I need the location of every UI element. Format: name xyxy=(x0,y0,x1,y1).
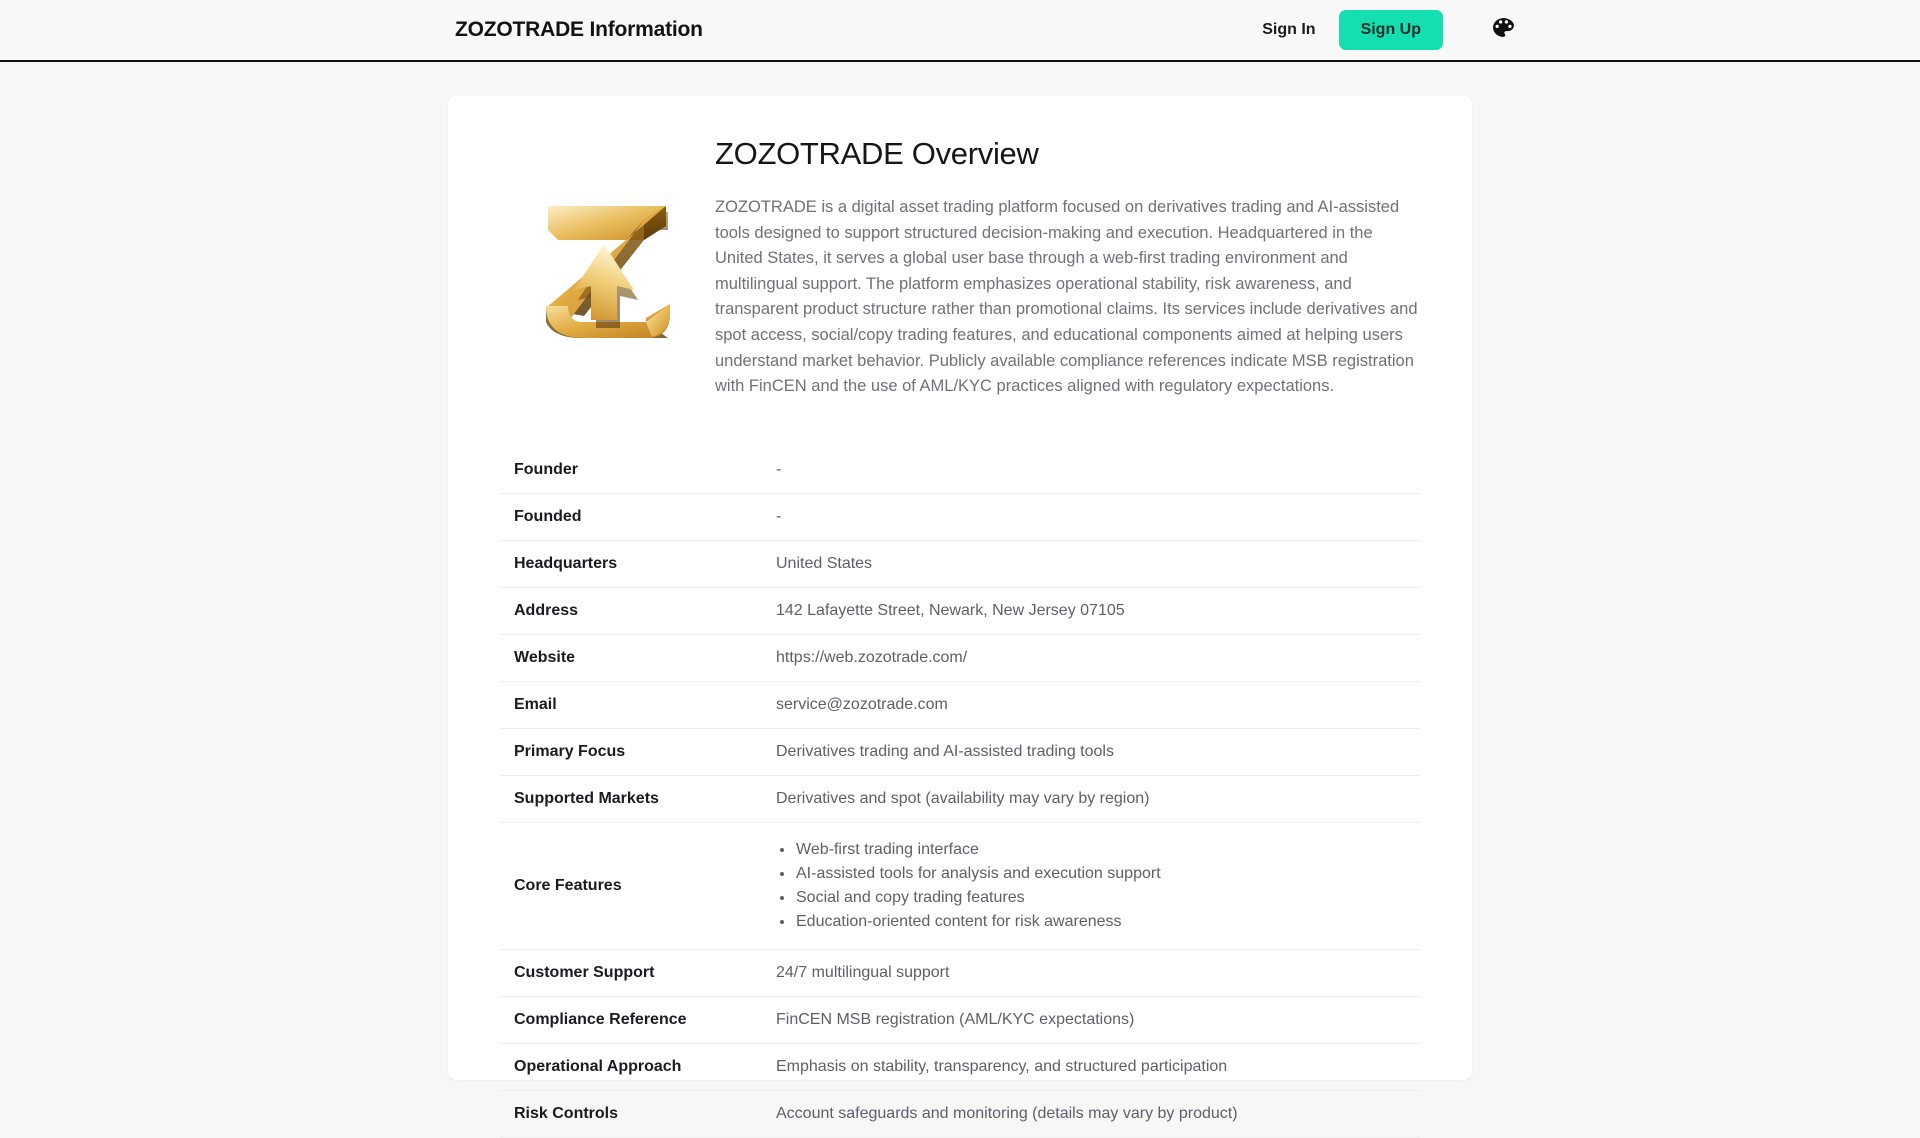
overview-text-column xyxy=(715,134,1420,400)
table-row xyxy=(500,634,1420,681)
table-row-label: Operational Approach xyxy=(514,1057,682,1075)
page-title: ZOZOTRADE Overview xyxy=(715,136,1039,171)
feature-list xyxy=(776,839,1420,933)
overview-description: ZOZOTRADE is a digital asset trading platform focused on derivatives trading and AI-assisted tools designed to support structured decision-making and execution. Headquartered in the United States, it serves a global user base through a web-first trading environment and multilingual support. The platform emphasizes operational stability, risk awareness, and transparent product structure rather than promotional claims. Its services include derivatives and spot access, social/copy trading features, and educational components aimed at helping users understand market behavior. Publicly available compliance references indicate MSB registration with FinCEN and the use of AML/KYC practices aligned with regulatory expectations. xyxy=(715,198,1418,396)
table-row xyxy=(500,540,1420,587)
table-row-value: FinCEN MSB registration (AML/KYC expectations) xyxy=(776,1010,1135,1028)
table-row-label: Founded xyxy=(514,507,582,525)
list-item: Web-first trading interface xyxy=(776,839,1420,861)
overview-section xyxy=(500,134,1420,400)
table-row xyxy=(500,1090,1420,1137)
table-row-value: Emphasis on stability, transparency, and structured participation xyxy=(776,1057,1228,1075)
table-row xyxy=(500,1043,1420,1090)
overview-card xyxy=(448,96,1472,1122)
company-info-table-body xyxy=(500,447,1420,1138)
table-row-value: 142 Lafayette Street, Newark, New Jersey 07105 xyxy=(776,601,1125,619)
table-row-label: Compliance Reference xyxy=(514,1010,687,1028)
table-row-label: Address xyxy=(514,601,579,619)
sign-in-button[interactable]: Sign In xyxy=(1258,15,1319,45)
table-row-label: Supported Markets xyxy=(514,789,659,807)
table-row-value: https://web.zozotrade.com/ xyxy=(776,648,968,666)
table-row xyxy=(500,996,1420,1043)
navbar-actions xyxy=(1258,10,1520,50)
table-row xyxy=(500,775,1420,822)
theme-palette-button[interactable] xyxy=(1487,14,1520,46)
table-row-value: United States xyxy=(776,554,873,572)
palette-icon xyxy=(1491,16,1516,44)
list-item: AI-assisted tools for analysis and execution support xyxy=(776,863,1420,885)
table-row-label: Email xyxy=(514,695,557,713)
table-row xyxy=(500,447,1420,494)
table-row-value: Derivatives trading and AI-assisted trading tools xyxy=(776,742,1114,760)
company-info-table xyxy=(500,447,1420,1138)
table-row-value: 24/7 multilingual support xyxy=(776,963,950,981)
list-item: Social and copy trading features xyxy=(776,887,1420,909)
table-row-label: Core Features xyxy=(514,876,622,894)
page-body xyxy=(0,62,1920,1122)
table-row-value: - xyxy=(776,507,782,525)
table-row xyxy=(500,728,1420,775)
table-row-label: Customer Support xyxy=(514,963,655,981)
table-row xyxy=(500,493,1420,540)
table-row xyxy=(500,822,1420,949)
table-row-value xyxy=(762,822,1420,949)
table-row-value: Account safeguards and monitoring (details may vary by product) xyxy=(776,1104,1238,1122)
table-row-label: Headquarters xyxy=(514,554,618,572)
table-row-value: - xyxy=(776,460,782,478)
sign-up-button[interactable]: Sign Up xyxy=(1339,10,1443,50)
table-row-value: Derivatives and spot (availability may vary by region) xyxy=(776,789,1150,807)
table-row-label: Primary Focus xyxy=(514,742,626,760)
table-row-label: Risk Controls xyxy=(514,1104,619,1122)
site-brand-title: ZOZOTRADE Information xyxy=(455,18,703,41)
table-row-label: Founder xyxy=(514,460,578,478)
table-row-value: service@zozotrade.com xyxy=(776,695,948,713)
logo-column xyxy=(500,134,715,366)
table-row xyxy=(500,681,1420,728)
list-item: Education-oriented content for risk awareness xyxy=(776,911,1420,933)
table-row xyxy=(500,587,1420,634)
table-row xyxy=(500,949,1420,996)
zozotrade-logo-icon xyxy=(518,186,698,366)
top-navigation-bar xyxy=(0,0,1920,62)
table-row-label: Website xyxy=(514,648,576,666)
